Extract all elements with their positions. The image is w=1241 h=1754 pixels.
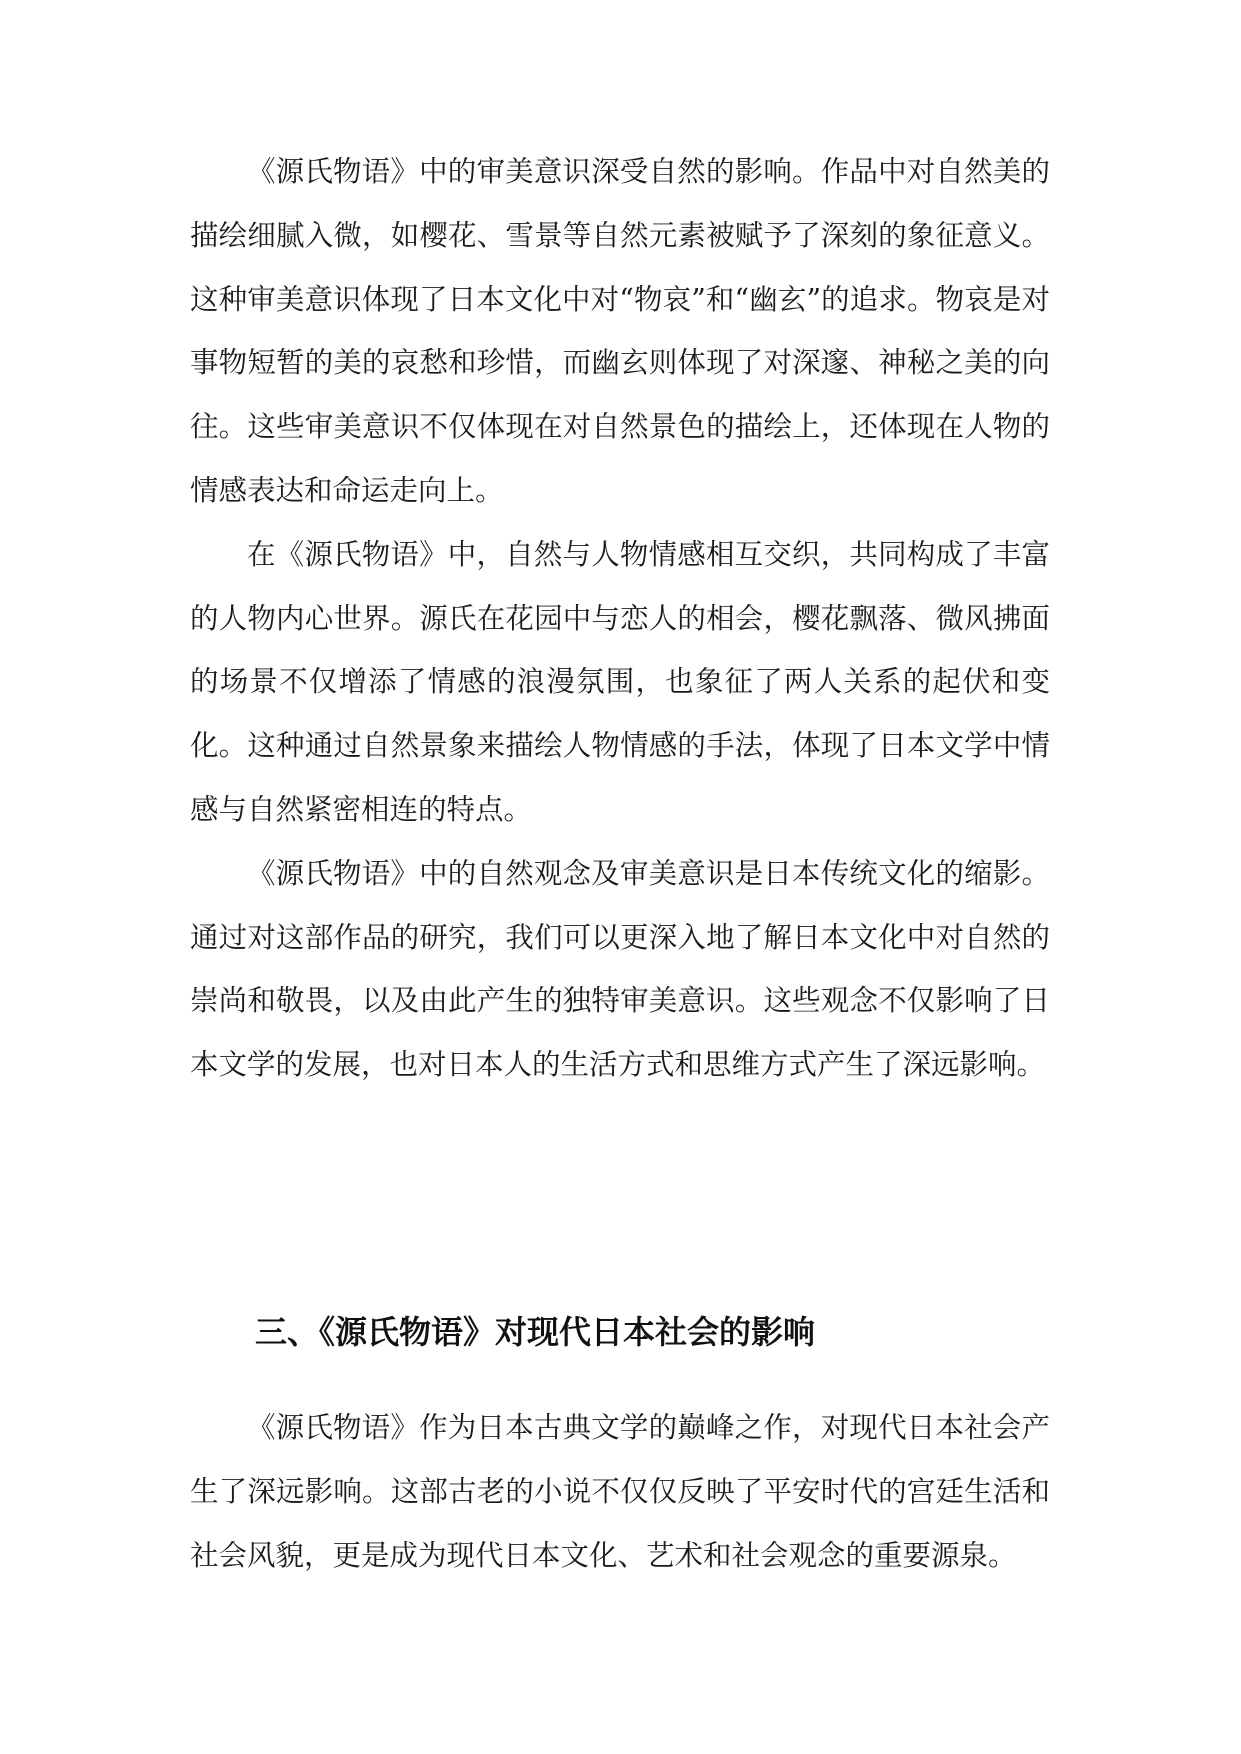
body-text-before bbox=[190, 140, 1050, 1097]
body-text-after bbox=[190, 1396, 1050, 1587]
paragraph-aesthetic-consciousness: 《源氏物语》中的审美意识深受自然的影响。作品中对自然美的描绘细腻入微，如樱花、雪景等自然元素被赋予了深刻的象征意义。这种审美意识体现了日本文化中对“物哀”和“幽玄”的追求。物哀是对事物短暂的美的哀愁和珍惜，而幽玄则体现了对深邃、神秘之美的向往。这些审美意识不仅体现在对自然景色的描绘上，还体现在人物的情感表达和命运走向上。 bbox=[190, 155, 1050, 507]
paragraph-cultural-epitome: 《源氏物语》中的自然观念及审美意识是日本传统文化的缩影。通过对这部作品的研究，我们可以更深入地了解日本文化中对自然的崇尚和敬畏，以及由此产生的独特审美意识。这些观念不仅影响了日本文学的发展，也对日本人的生活方式和思维方式产生了深远影响。 bbox=[190, 856, 1050, 1082]
paragraph-nature-and-emotion: 在《源氏物语》中，自然与人物情感相互交织，共同构成了丰富的人物内心世界。源氏在花园中与恋人的相会，樱花飘落、微风拂面的场景不仅增添了情感的浪漫氛围，也象征了两人关系的起伏和变化。这种通过自然景象来描绘人物情感的手法，体现了日本文学中情感与自然紧密相连的特点。 bbox=[190, 537, 1050, 826]
paragraph-modern-influence: 《源氏物语》作为日本古典文学的巅峰之作，对现代日本社会产生了深远影响。这部古老的小说不仅仅反映了平安时代的宫廷生活和社会风貌，更是成为现代日本文化、艺术和社会观念的重要源泉。 bbox=[190, 1411, 1050, 1572]
section-heading: 三、《源氏物语》对现代日本社会的影响 bbox=[255, 1313, 816, 1351]
